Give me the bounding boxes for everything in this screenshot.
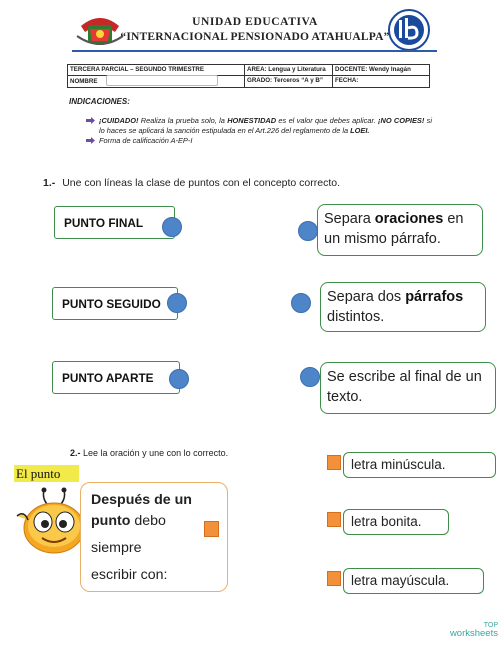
honesty-text: HONESTIDAD	[227, 116, 277, 125]
definition-keyword: párrafos	[405, 289, 464, 305]
match-square-sentence[interactable]	[204, 521, 219, 537]
sentence-line-2: siempre	[91, 540, 142, 556]
instruction-text: Realiza la prueba solo, la	[138, 116, 228, 125]
definition-3	[320, 362, 496, 414]
sentence-line-1	[91, 490, 217, 532]
option-uppercase: letra mayúscula.	[343, 568, 484, 594]
sentence-text: debo	[130, 513, 166, 529]
question-text: Lee la oración y une con lo correcto.	[83, 448, 229, 458]
arrow-bullet-icon	[86, 137, 95, 144]
grading-text: Forma de calificación A-EP-I	[99, 136, 193, 145]
name-label: NOMBRE	[70, 78, 98, 86]
warning-text: ¡CUIDADO!	[99, 116, 139, 125]
match-square-option-2[interactable]	[327, 512, 341, 527]
instruction-text: es el valor que debes aplicar.	[276, 116, 379, 125]
area-cell: AREA: Lengua y Literatura	[245, 65, 333, 76]
definition-1	[317, 204, 483, 256]
date-cell[interactable]: FECHA:	[333, 76, 430, 88]
match-dot-concept-2[interactable]	[167, 293, 187, 313]
concept-punto-seguido	[52, 287, 178, 320]
instructions-title: INDICACIONES:	[69, 97, 130, 106]
match-dot-definition-2[interactable]	[291, 293, 311, 313]
name-field[interactable]	[106, 75, 218, 86]
loei-text: LOEI.	[350, 126, 370, 135]
concept-label: PUNTO SEGUIDO	[62, 296, 161, 311]
sentence-bold: Después de un punto	[91, 492, 192, 529]
concept-label: PUNTO FINAL	[64, 215, 144, 230]
definition-text: distintos.	[327, 309, 385, 325]
question-1	[43, 177, 340, 189]
school-name: UNIDAD EDUCATIVA	[192, 16, 318, 28]
question-number: 2.-	[70, 448, 81, 458]
sentence-box	[80, 482, 228, 592]
instructions-list	[86, 116, 432, 146]
instruction-text: si lo haces se aplicará la sanción estipulada en el Art.226 del reglamento de la	[99, 116, 432, 135]
name-cell[interactable]	[68, 76, 245, 88]
match-square-option-1[interactable]	[327, 455, 341, 470]
sentence-line-3: escribir con:	[91, 567, 168, 583]
concept-label: PUNTO APARTE	[62, 370, 154, 385]
concept-punto-final	[54, 206, 175, 239]
option-nice-letter: letra bonita.	[343, 509, 449, 535]
match-square-option-3[interactable]	[327, 571, 341, 586]
teacher-cell: DOCENTE: Wendy Inagán	[333, 65, 430, 76]
student-info-table	[67, 64, 430, 88]
match-dot-concept-3[interactable]	[169, 369, 189, 389]
concept-punto-aparte	[52, 361, 180, 394]
ib-logo-icon	[384, 8, 434, 52]
match-dot-concept-1[interactable]	[162, 217, 182, 237]
grade-cell: GRADO: Terceros “A y B”	[245, 76, 333, 88]
question-2	[70, 448, 228, 458]
definition-2	[320, 282, 486, 332]
match-dot-definition-1[interactable]	[298, 221, 318, 241]
question-text: Une con líneas la clase de puntos con el concepto correcto.	[62, 177, 341, 189]
definition-text: Separa	[324, 211, 375, 227]
definition-text: Se escribe al final de un texto.	[327, 369, 482, 405]
term-cell: TERCERA PARCIAL – SEGUNDO TRIMESTRE	[68, 65, 245, 76]
header-divider	[72, 50, 437, 52]
el-punto-label: El punto	[14, 465, 79, 482]
definition-keyword: oraciones	[374, 211, 444, 227]
question-number: 1.-	[43, 177, 56, 189]
watermark-line-2: worksheets	[449, 628, 498, 639]
school-full-name: “INTERNACIONAL PENSIONADO ATAHUALPA”	[120, 31, 390, 43]
option-lowercase: letra minúscula.	[343, 452, 496, 478]
definition-text: en un mismo párrafo.	[324, 211, 464, 247]
instruction-item	[86, 116, 432, 136]
watermark-line-1: TOP	[483, 622, 498, 629]
watermark	[438, 622, 498, 639]
instruction-item	[86, 136, 432, 146]
match-dot-definition-3[interactable]	[300, 367, 320, 387]
arrow-bullet-icon	[86, 117, 95, 124]
no-copy-text: ¡NO COPIES!	[378, 116, 425, 125]
definition-text: Separa dos	[327, 289, 406, 305]
